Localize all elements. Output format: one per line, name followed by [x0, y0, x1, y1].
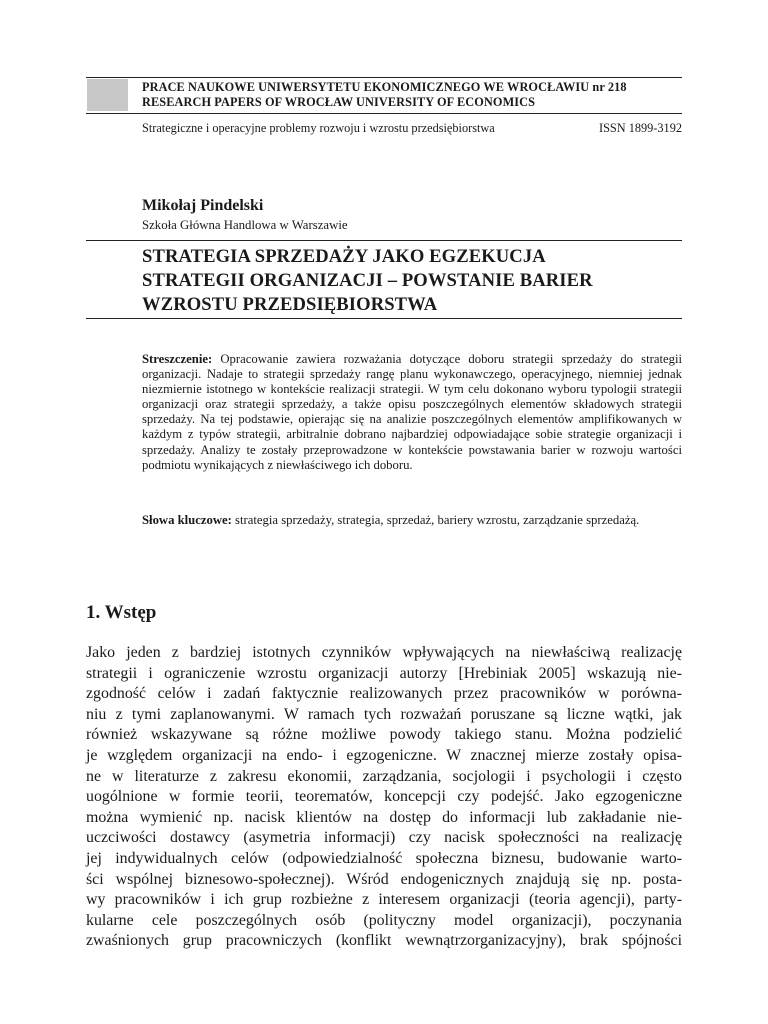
issn: ISSN 1899-3192 [598, 121, 682, 135]
title-bottom-rule [86, 318, 682, 319]
body-line: zwaśnionych grup pracowniczych (konflikt wewnątrzorganizacyjny), brak spójności [86, 932, 682, 950]
series-title-en: RESEARCH PAPERS OF WROCŁAW UNIVERSITY OF ECONOMICS [142, 95, 536, 109]
body-line: je względem organizacji na endo- i egzogeniczne. W znacznej mierze zostały opisa- [86, 746, 682, 764]
body-line: wy pracowników i ich grup rozbieżne z interesem organizacji (teoria agencji), party- [86, 891, 682, 909]
body-line: niu z tymi zaplanowanymi. W ramach tych rozważań poruszane są liczne wątki, jak [86, 705, 682, 723]
body-line: zgodność celów i zadań faktycznie realizowanych przez pracowników w porówna- [86, 685, 682, 703]
series-marker-box [87, 79, 128, 111]
body-line: uczciwości dostawcy (asymetria informacji) czy nacisk społeczności na realizację [86, 829, 682, 847]
keywords-text: strategia sprzedaży, strategia, sprzedaż, bariery wzrostu, zarządzanie sprzedażą. [235, 513, 640, 527]
paper-title-line: STRATEGIA SPRZEDAŻY JAKO EGZEKUCJA [142, 246, 546, 267]
paper-title-line: STRATEGII ORGANIZACJI – POWSTANIE BARIER [142, 270, 593, 291]
abstract-text: Opracowanie zawiera rozważania dotyczące doboru strategii sprzedaży do strategii organizacji. Nadaje to strategii sprzedaży rangę planu wykonawczego, operacyjnego, niemniej jednak niezmiernie istotnego w kontekście realizacji strategii. W tym celu dokonano wyboru typologii strategii organizacji oraz strategii sprzedaży, a także opisu poszczególnych elementów składowych strategii sprzedaży. Na tej podstawie, opierając się na analizie poszczególnych elementów amplifikowanych w każdym z typów strategii, arbitralnie dobrano najbardziej odpowiadające sobie strategie organizacji i sprzedaży. Analizy te zostały przeprowadzone w kontekście powstawania barier w rozwoju wartości podmiotu wynikających z niewłaściwego ich doboru. [142, 352, 683, 472]
header-bottom-rule [86, 113, 682, 114]
body-line: można wymienić np. nacisk klientów na dostęp do informacji lub zakładanie nie- [86, 808, 682, 826]
series-title-pl: PRACE NAUKOWE UNIWERSYTETU EKONOMICZNEGO WE WROCŁAWIU nr 218 [142, 80, 627, 94]
body-line: kularne cele poszczególnych osób (polityczny model organizacji), poczynania [86, 911, 682, 929]
body-line: ści wspólnej biznesowo-społecznej). Wśród endogenicznych znajdują się np. posta- [86, 870, 682, 888]
section-heading: 1. Wstęp [86, 602, 157, 623]
body-line: Jako jeden z bardziej istotnych czynników wpływających na niewłaściwą realizację [86, 644, 682, 661]
abstract [142, 352, 682, 473]
volume-title: Strategiczne i operacyjne problemy rozwoju i wzrostu przedsiębiorstwa [142, 121, 495, 135]
section-body [86, 643, 682, 952]
header-top-rule [86, 77, 682, 78]
body-line: uogólnione w formie teorii, teorematów, koncepcji czy podejść. Jako egzogeniczne [86, 788, 682, 806]
paper-title-line: WZROSTU PRZEDSIĘBIORSTWA [142, 294, 438, 315]
journal-series-header [142, 80, 682, 110]
author-name: Mikołaj Pindelski [142, 197, 264, 214]
title-top-rule [86, 240, 682, 241]
keywords-label: Słowa kluczowe: [142, 513, 232, 527]
body-line: ne w literaturze z zakresu ekonomii, zarządzania, socjologii i psychologii i często [86, 767, 682, 785]
body-line: strategii i ograniczenie wzrostu organizacji autorzy [Hrebiniak 2005] wskazują nie- [86, 664, 682, 682]
body-line: również wskazywane są różne możliwe powody takiego stanu. Można podzielić [86, 726, 682, 744]
body-line: jej indywidualnych celów (odpowiedzialność społeczna biznesu, budowanie warto- [86, 849, 682, 867]
paper-title [142, 245, 682, 317]
abstract-label: Streszczenie: [142, 352, 213, 366]
volume-line [142, 121, 682, 136]
author-affiliation: Szkoła Główna Handlowa w Warszawie [142, 218, 348, 232]
keywords [142, 513, 682, 528]
